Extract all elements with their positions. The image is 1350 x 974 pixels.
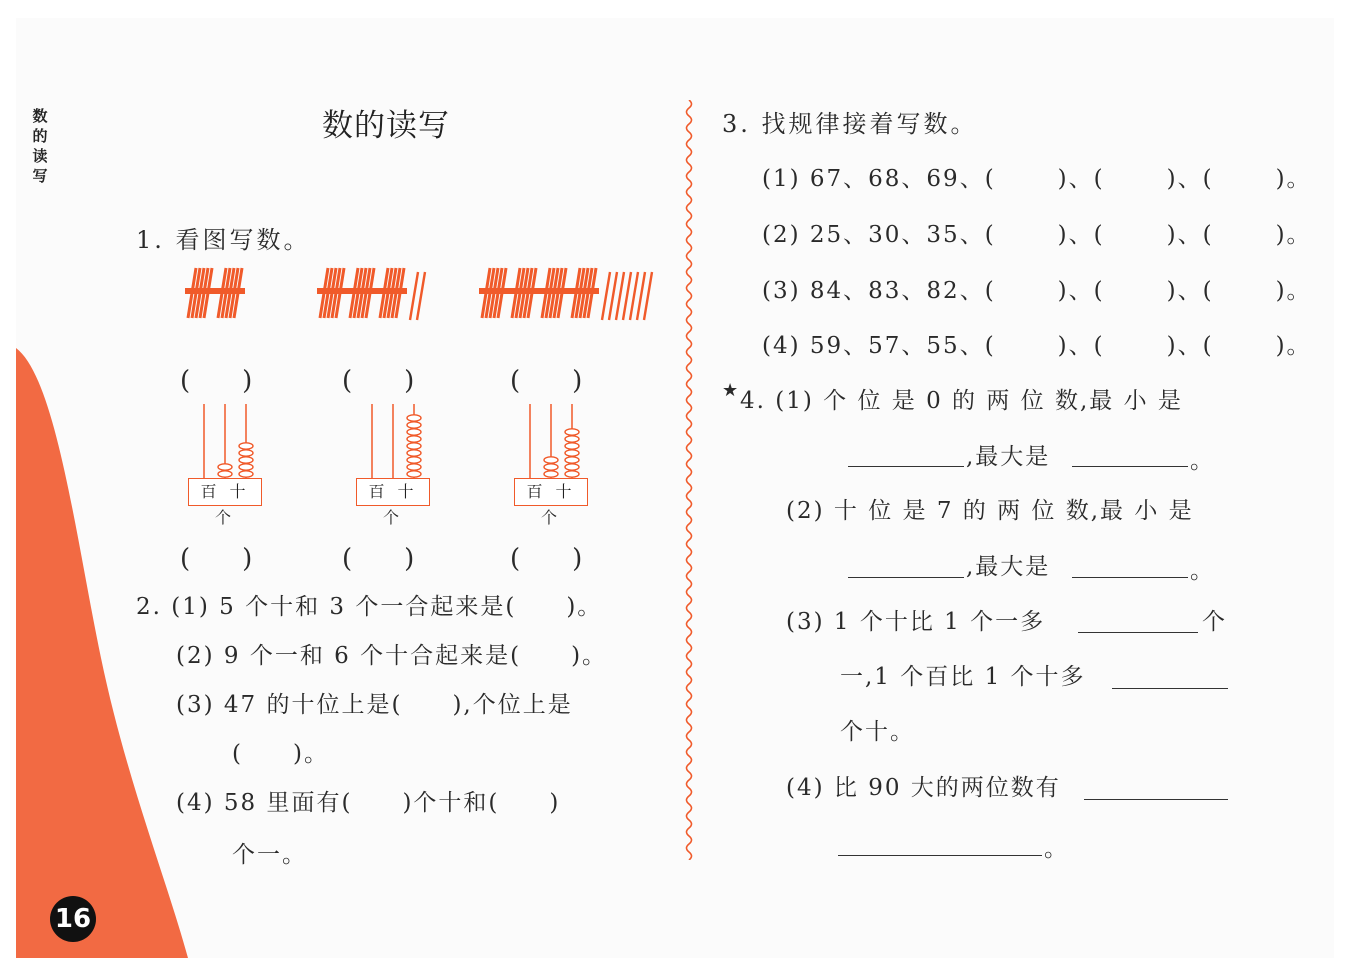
ten-stick-bundle <box>539 268 569 318</box>
abacus-bead <box>407 415 421 421</box>
answer-blank <box>1072 577 1188 578</box>
q4-line: 。 <box>1044 836 1069 862</box>
q3-row-label: (3) 84、83、82、( <box>762 278 996 304</box>
abacus-bead <box>239 450 253 456</box>
q3-row-sep: )、( <box>1166 333 1214 359</box>
abacus-bead <box>407 457 421 463</box>
side-title-char: 的 <box>32 127 48 145</box>
abacus-bead <box>407 464 421 470</box>
single-stick <box>637 272 645 320</box>
page-title: 数的读写 <box>322 108 450 144</box>
q3-row-end: )。 <box>1275 278 1312 304</box>
q4-line: ,最大是 <box>966 554 1051 580</box>
ten-stick-bundle <box>347 268 377 318</box>
q3-row-sep: )、( <box>1057 278 1105 304</box>
abacus-figure <box>188 402 262 527</box>
abacus-label: 百 十 个 <box>356 478 430 506</box>
q3-row <box>762 216 1312 249</box>
abacus-bead <box>544 464 558 470</box>
ten-stick-bundle <box>509 268 539 318</box>
q2-line: 个一。 <box>232 842 307 868</box>
answer-paren: ( ) <box>180 366 253 396</box>
abacus-bead <box>565 436 579 442</box>
answer-blank <box>1078 632 1198 633</box>
abacus-rods <box>356 402 430 480</box>
abacus-rods <box>188 402 262 480</box>
q3-row <box>762 327 1312 360</box>
q4-line: (3) 1 个十比 1 个一多 <box>786 609 1046 635</box>
abacus-label: 百 十 个 <box>188 478 262 506</box>
abacus-bead <box>407 436 421 442</box>
answer-paren: ( ) <box>180 544 253 574</box>
ten-stick-bundle <box>317 268 347 318</box>
abacus-bead <box>407 429 421 435</box>
q3-row-sep: )、( <box>1166 278 1214 304</box>
answer-blank <box>838 855 1042 856</box>
side-title <box>30 106 50 186</box>
abacus-rods <box>514 402 588 480</box>
q3-prompt: 3. 找规律接着写数。 <box>722 110 978 138</box>
single-stick <box>609 272 617 320</box>
answer-blank <box>1084 799 1228 800</box>
abacus-bead <box>239 443 253 449</box>
abacus-bead <box>407 443 421 449</box>
q3-row-end: )。 <box>1275 222 1312 248</box>
q4-line: 个十。 <box>840 719 915 745</box>
answer-blank <box>1072 466 1188 467</box>
ten-stick-bundle <box>479 268 509 318</box>
q3-row <box>762 160 1312 193</box>
answer-paren: ( ) <box>510 366 583 396</box>
q2-line: (4) 58 里面有( )个十和( ) <box>176 790 561 816</box>
ten-stick-bundle <box>215 268 245 318</box>
abacus-bead <box>407 422 421 428</box>
q3-row-label: (4) 59、57、55、( <box>762 333 996 359</box>
abacus-figure <box>356 402 430 527</box>
q1-prompt: 1. 看图写数。 <box>136 226 311 254</box>
answer-paren: ( ) <box>510 544 583 574</box>
single-stick <box>623 272 631 320</box>
answer-blank <box>848 577 964 578</box>
side-title-char: 写 <box>32 167 48 185</box>
answer-blank <box>1112 688 1228 689</box>
abacus-bead <box>239 471 253 477</box>
ten-stick-bundle <box>569 268 599 318</box>
abacus-label: 百 十 个 <box>514 478 588 506</box>
q2-line: ( )。 <box>232 741 329 767</box>
single-stick <box>644 272 652 320</box>
abacus-bead <box>239 464 253 470</box>
answer-paren: ( ) <box>342 544 415 574</box>
q3-row-sep: )、( <box>1057 166 1105 192</box>
abacus-bead <box>407 450 421 456</box>
q3-row-sep: )、( <box>1166 166 1214 192</box>
single-stick <box>410 272 418 320</box>
single-stick <box>602 272 610 320</box>
q4-line: (2) 十 位 是 7 的 两 位 数,最 小 是 <box>786 498 1194 524</box>
q3-row-sep: )、( <box>1057 222 1105 248</box>
q4-line: 个 <box>1202 609 1227 635</box>
single-stick <box>417 272 425 320</box>
q3-row-sep: )、( <box>1057 333 1105 359</box>
answer-paren: ( ) <box>342 366 415 396</box>
q4-line: ,最大是 <box>966 444 1051 470</box>
abacus-bead <box>565 429 579 435</box>
q3-row-end: )。 <box>1275 166 1312 192</box>
abacus-figure <box>514 402 588 527</box>
q2-line: 2. (1) 5 个十和 3 个一合起来是( )。 <box>136 594 603 620</box>
side-title-char: 数 <box>32 107 48 125</box>
single-stick <box>630 272 638 320</box>
side-title-char: 读 <box>32 147 48 165</box>
abacus-bead <box>239 457 253 463</box>
page-number: 16 <box>50 896 96 942</box>
q2-line: (3) 47 的十位上是( ),个位上是 <box>176 692 573 718</box>
answer-blank <box>848 466 964 467</box>
q3-row-label: (1) 67、68、69、( <box>762 166 996 192</box>
abacus-bead <box>407 471 421 477</box>
abacus-bead <box>565 450 579 456</box>
q4-line: 4. (1) 个 位 是 0 的 两 位 数,最 小 是 <box>740 388 1183 414</box>
abacus-bead <box>544 457 558 463</box>
abacus-bead <box>565 464 579 470</box>
abacus-bead <box>565 471 579 477</box>
q3-row <box>762 272 1312 305</box>
abacus-bead <box>218 464 232 470</box>
abacus-bead <box>218 471 232 477</box>
q4-line: (4) 比 90 大的两位数有 <box>786 775 1061 801</box>
q3-row-sep: )、( <box>1166 222 1214 248</box>
stick-bundles-figure <box>180 262 670 332</box>
star-icon: ★ <box>722 380 739 401</box>
q2-line: (2) 9 个一和 6 个十合起来是( )。 <box>176 643 608 669</box>
q4-line: 。 <box>1190 558 1215 584</box>
single-stick <box>616 272 624 320</box>
abacus-bead <box>544 471 558 477</box>
q3-row-end: )。 <box>1275 333 1312 359</box>
abacus-bead <box>565 457 579 463</box>
q4-line: 。 <box>1190 448 1215 474</box>
column-divider <box>682 100 696 860</box>
q3-row-label: (2) 25、30、35、( <box>762 222 996 248</box>
ten-stick-bundle <box>377 268 407 318</box>
abacus-bead <box>565 443 579 449</box>
q4-line: 一,1 个百比 1 个十多 <box>840 664 1086 690</box>
ten-stick-bundle <box>185 268 215 318</box>
